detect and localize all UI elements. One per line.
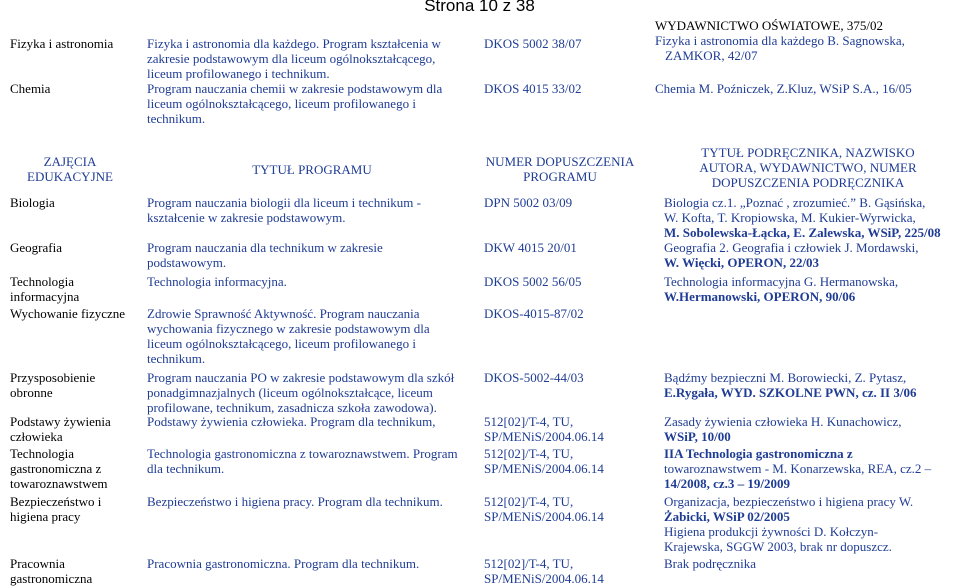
program-cell: Program nauczania PO w zakresie podstawowym dla szkół ponadgimnazjalnych (liceum ogólnokształcące, liceum profilowane, technikum, zasadnicza szkoła zawodowa).	[147, 370, 455, 415]
textbook-cell: Organizacja, bezpieczeństwo i higiena pracy W. Żabicki, WSiP 02/2005 Higiena produkcji żywności D. Kołczyn- Krajewska, SGGW 2003, brak nr dopuszcz.	[664, 494, 914, 554]
program-cell: Technologia informacyjna.	[147, 274, 287, 289]
program-cell: Technologia gastronomiczna z towaroznawstwem. Program dla technikum.	[147, 446, 458, 476]
textbook-cell: WYDAWNICTWO OŚWIATOWE, 375/02 Fizyka i astronomia dla każdego B. Sagnowska, ZAMKOR, 42/07	[655, 18, 905, 63]
program-cell: Fizyka i astronomia dla każdego. Program kształcenia w zakresie podstawowym dla liceum ogólnokształcącego, liceum profilowanego i technikum.	[147, 36, 441, 81]
program-cell: Bezpieczeństwo i higiena pracy. Program dla technikum.	[147, 494, 443, 509]
header-program-title: TYTUŁ PROGRAMU	[252, 162, 372, 177]
page-number-header: Strona 10 z 38	[424, 0, 535, 15]
subject-cell: Biologia	[10, 195, 55, 210]
program-cell: Zdrowie Sprawność Aktywność. Program nauczania wychowania fizycznego w zakresie podstawowym dla liceum ogólnokształcącego, liceum profilowanego i technikum.	[147, 306, 430, 366]
program-number-cell: DKOS-4015-87/02	[484, 306, 584, 321]
program-number-cell: DKOS 4015 33/02	[484, 81, 582, 96]
textbook-cell: Chemia M. Poźniczek, Z.Kluz, WSiP S.A., 16/05	[655, 81, 912, 96]
subject-cell: Geografia	[10, 240, 62, 255]
program-cell: Program nauczania biologii dla liceum i technikum - kształcenie w zakresie podstawowym.	[147, 195, 422, 225]
subject-cell: Technologia gastronomiczna z towaroznawstwem	[10, 446, 108, 491]
program-number-cell: DPN 5002 03/09	[484, 195, 573, 210]
program-number-cell: DKW 4015 20/01	[484, 240, 577, 255]
textbook-cell: IIA Technologia gastronomiczna z towaroznawstwem - M. Konarzewska, REA, cz.2 – 14/2008, cz.3 – 19/2009	[664, 446, 932, 491]
program-number-cell: 512[02]/T-4, TU, SP/MENiS/2004.06.14	[484, 446, 604, 476]
program-number-cell: DKOS-5002-44/03	[484, 370, 584, 385]
program-number-cell: 512[02]/T-4, TU, SP/MENiS/2004.06.14	[484, 556, 604, 586]
subject-cell: Bezpieczeństwo i higiena pracy	[10, 494, 102, 524]
textbook-cell: Biologia cz.1. „Poznać , zrozumieć.” B. Gąsińska, W. Kofta, T. Kropiowska, M. Kukier-Wyrwicka, M. Sobolewska-Łącka, E. Zalewska, WSiP, 225/08	[664, 195, 941, 240]
program-cell: Program nauczania dla technikum w zakresie podstawowym.	[147, 240, 383, 270]
textbook-cell: Technologia informacyjna G. Hermanowska, W.Hermanowski, OPERON, 90/06	[664, 274, 899, 304]
header-subject: ZAJĘCIA EDUKACYJNE	[27, 154, 113, 184]
subject-cell: Chemia	[10, 81, 51, 96]
program-number-cell: 512[02]/T-4, TU, SP/MENiS/2004.06.14	[484, 494, 604, 524]
program-cell: Podstawy żywienia człowieka. Program dla technikum,	[147, 414, 436, 429]
program-number-cell: DKOS 5002 56/05	[484, 274, 582, 289]
subject-cell: Wychowanie fizyczne	[10, 306, 126, 321]
program-cell: Program nauczania chemii w zakresie podstawowym dla liceum ogólnokształcącego, liceum profilowanego i technikum.	[147, 81, 443, 126]
textbook-cell: Bądźmy bezpieczni M. Borowiecki, Z. Pytasz, E.Rygała, WYD. SZKOLNE PWN, cz. II 3/06	[664, 370, 917, 400]
textbook-cell: Brak podręcznika	[664, 556, 757, 571]
subject-cell: Fizyka i astronomia	[10, 36, 114, 51]
header-program-number: NUMER DOPUSZCZENIA PROGRAMU	[485, 154, 635, 184]
program-cell: Pracownia gastronomiczna. Program dla technikum.	[147, 556, 420, 571]
program-number-cell: DKOS 5002 38/07	[484, 36, 582, 51]
program-number-cell: 512[02]/T-4, TU, SP/MENiS/2004.06.14	[484, 414, 604, 444]
subject-cell: Przysposobienie obronne	[10, 370, 96, 400]
subject-cell: Pracownia gastronomiczna	[10, 556, 93, 586]
textbook-cell: Geografia 2. Geografia i człowiek J. Mordawski, W. Więcki, OPERON, 22/03	[664, 240, 919, 270]
subject-cell: Technologia informacyjna	[10, 274, 80, 304]
header-textbook: TYTUŁ PODRĘCZNIKA, NAZWISKO AUTORA, WYDAWNICTWO, NUMER DOPUSZCZENIA PODRĘCZNIKA	[699, 145, 917, 190]
subject-cell: Podstawy żywienia człowieka	[10, 414, 111, 444]
textbook-cell: Zasady żywienia człowieka H. Kunachowicz, WSiP, 10/00	[664, 414, 902, 444]
